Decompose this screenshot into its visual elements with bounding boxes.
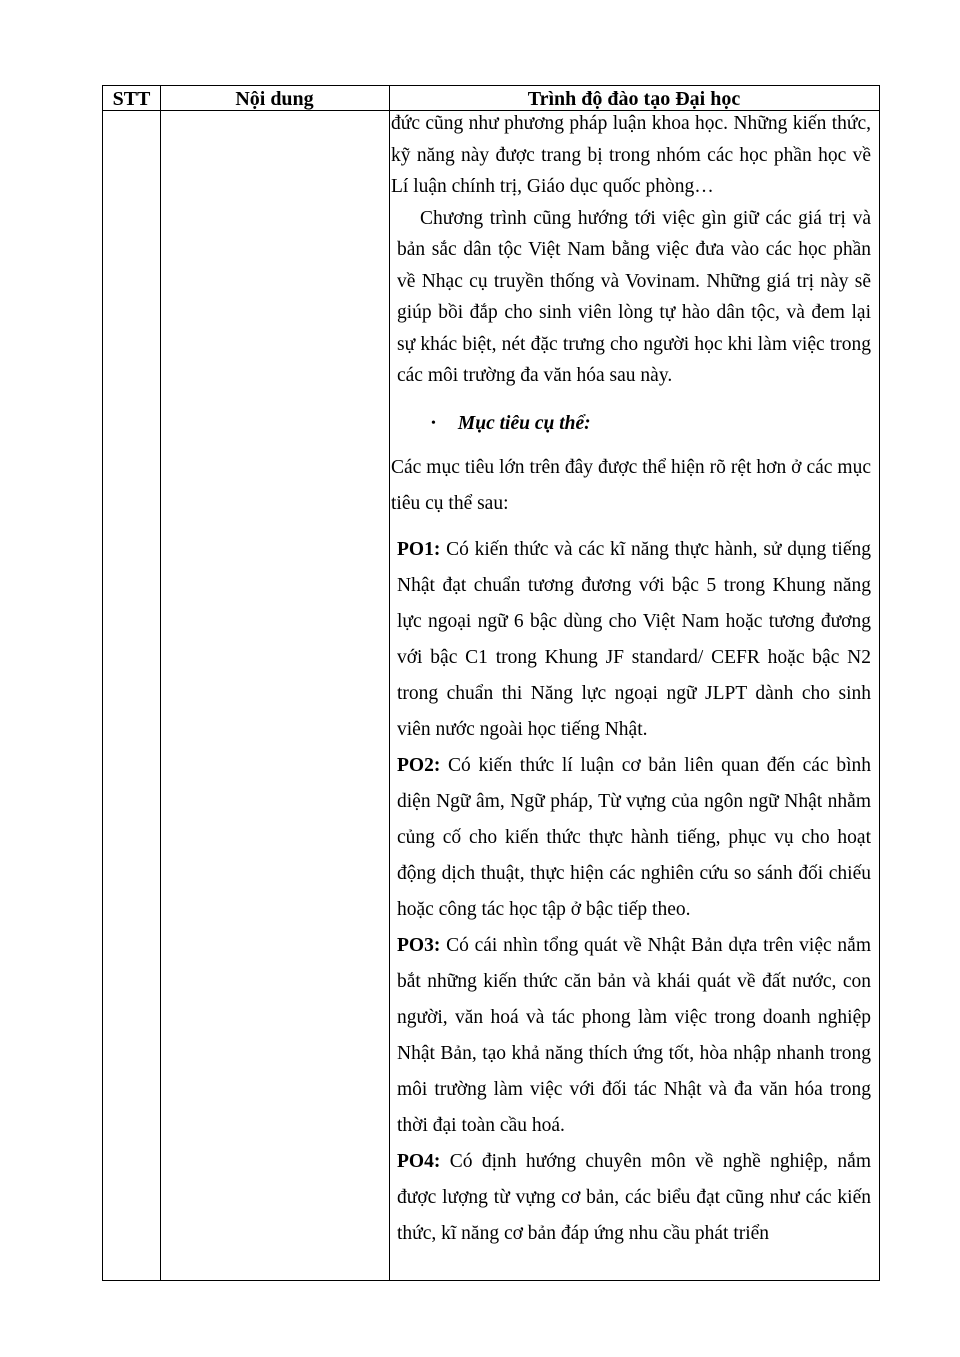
specific-goals-heading	[431, 410, 871, 438]
program-objectives	[391, 532, 871, 1252]
objective-po2	[397, 748, 871, 928]
objective-po1	[397, 532, 871, 748]
objective-label: PO2:	[397, 754, 441, 776]
header-stt: STT	[112, 88, 151, 110]
bullet-icon: •	[431, 415, 436, 431]
header-trinh-do: Trình độ đào tạo Đại học	[527, 88, 741, 110]
objective-text: Có cái nhìn tổng quát về Nhật Bản dựa trên việc nắm bắt những kiến thức căn bản và khái quát về đất nước, con người, văn hoá và tác phong làm việc trong doanh nghiệp Nhật Bản, tạo khả năng thích ứng tốt, hòa nhập nhanh trong môi trường làm việc với đối tác Nhật và đa văn hóa trong thời đại toàn cầu hoá.	[397, 934, 871, 1136]
objective-text: Có kiến thức lí luận cơ bản liên quan đến các bình diện Ngữ âm, Ngữ pháp, Từ vựng của ngôn ngữ Nhật nhằm củng cố cho kiến thức thực hành tiếng, phục vụ cho hoạt động dịch thuật, thực hiện các nghiên cứu so sánh đối chiếu hoặc công tác học tập ở bậc tiếp theo.	[397, 754, 871, 920]
column-divider	[389, 86, 390, 1280]
objective-label: PO1:	[397, 538, 441, 560]
objective-label: PO4:	[397, 1150, 441, 1172]
specific-goals-title: Mục tiêu cụ thể:	[457, 412, 591, 434]
objective-text: Có định hướng chuyên môn về nghề nghiệp, nắm được lượng từ vựng cơ bản, các biểu đạt cũng như các kiến thức, kĩ năng cơ bản đáp ứng nhu cầu phát triển	[397, 1150, 871, 1244]
objective-text: Có kiến thức và các kĩ năng thực hành, sử dụng tiếng Nhật đạt chuẩn tương đương với bậc 5 trong Khung năng lực ngoại ngữ 6 bậc dùng cho Việt Nam hoặc tương đương với bậc C1 trong Khung JF standard/ CEFR hoặc bậc N2 trong chuẩn thi Năng lực ngoại ngữ JLPT dành cho sinh viên nước ngoài học tiếng Nhật.	[397, 538, 871, 740]
specific-goals-intro: Các mục tiêu lớn trên đây được thể hiện rõ rệt hơn ở các mục tiêu cụ thể sau:	[391, 456, 871, 514]
objective-po3	[397, 928, 871, 1144]
paragraph-methodology: đức cũng như phương pháp luận khoa học. Những kiến thức, kỹ năng này được trang bị trong nhóm các học phần học về Lí luận chính trị, Giáo dục quốc phòng…	[391, 113, 871, 197]
column-divider	[160, 86, 161, 1280]
cell-content	[391, 108, 871, 1252]
objective-po4	[397, 1144, 871, 1252]
objective-label: PO3:	[397, 934, 441, 956]
header-noi-dung: Nội dung	[235, 88, 314, 110]
paragraph-identity: Chương trình cũng hướng tới việc gìn giữ các giá trị và bản sắc dân tộc Việt Nam bằng việc đưa vào các học phần về Nhạc cụ truyền thống và Vovinam. Những giá trị này sẽ giúp bồi đắp cho sinh viên lòng tự hào dân tộc, và đem lại sự khác biệt, nét đặc trưng cho người học khi làm việc trong các môi trường đa văn hóa sau này.	[397, 207, 871, 386]
